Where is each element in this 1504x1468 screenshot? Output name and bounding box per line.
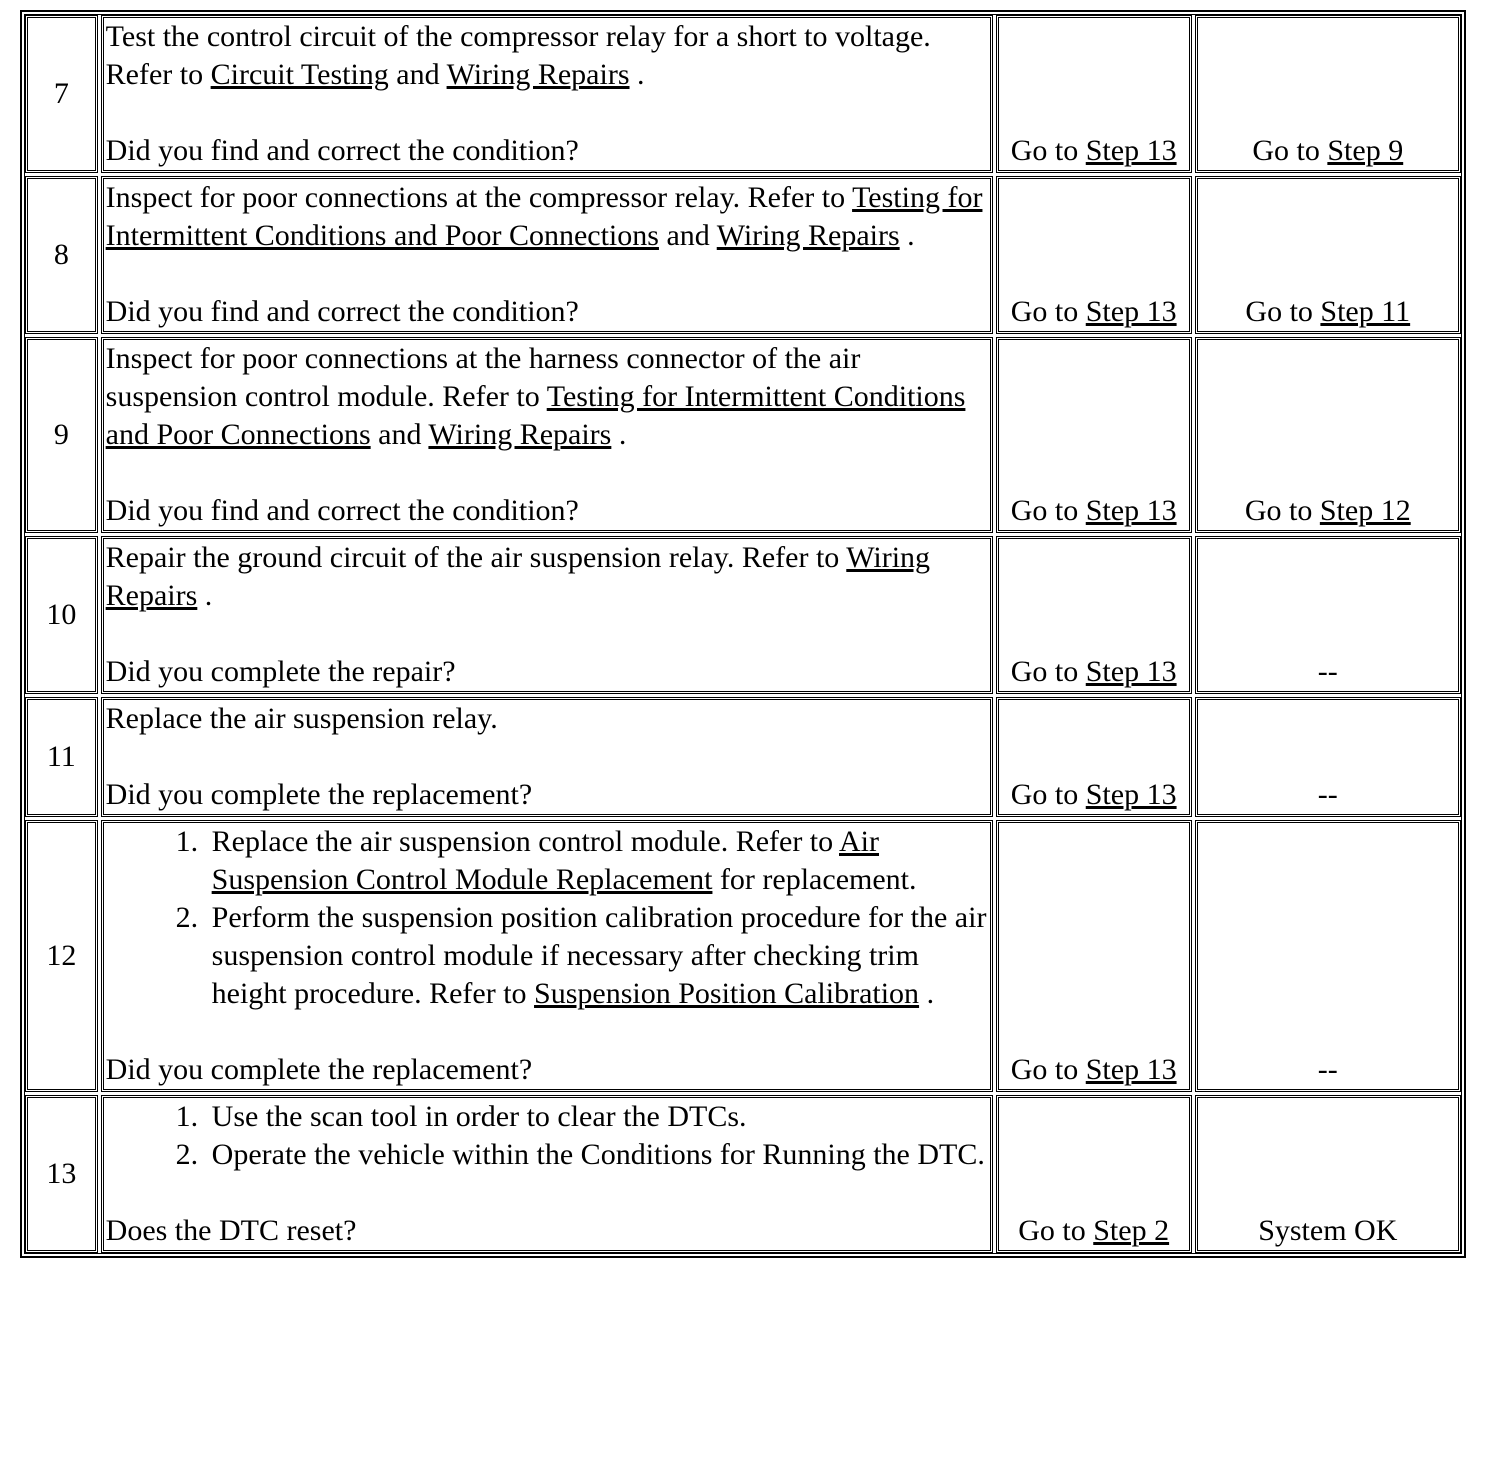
- yes-outcome: [996, 1095, 1192, 1253]
- step-number: 8: [25, 176, 98, 334]
- reference-link[interactable]: Circuit Testing: [210, 58, 389, 91]
- step-number: 10: [25, 536, 98, 694]
- outcome-text: --: [1317, 1053, 1338, 1086]
- no-outcome: [1195, 536, 1461, 694]
- no-outcome: [1195, 697, 1461, 817]
- goto-step-link[interactable]: Step 13: [1085, 295, 1177, 328]
- question-text: Did you complete the replacement?: [105, 778, 533, 811]
- reference-link[interactable]: Wiring Repairs: [716, 219, 900, 252]
- step-number: 12: [25, 820, 98, 1092]
- action-cell: [101, 697, 993, 817]
- step-row: [25, 536, 1461, 694]
- no-outcome: [1195, 337, 1461, 533]
- action-text: Test the control circuit of the compressor relay for a short to voltage. Refer to: [105, 20, 931, 91]
- yes-outcome: [996, 337, 1192, 533]
- action-list-item: [206, 1098, 988, 1136]
- reference-link[interactable]: Air Suspension Control Module Replacement: [211, 825, 879, 896]
- goto-step-link[interactable]: Step 9: [1327, 134, 1404, 167]
- action-text: and: [388, 58, 447, 91]
- no-outcome: [1195, 820, 1461, 1092]
- step-number: 9: [25, 337, 98, 533]
- spacer: [106, 454, 988, 492]
- yes-outcome: [996, 15, 1192, 173]
- spacer: [106, 255, 988, 293]
- action-cell: [101, 176, 993, 334]
- step-row: [25, 1095, 1461, 1253]
- goto-prefix: Go to: [1010, 295, 1086, 328]
- action-text: Operate the vehicle within the Conditions for Running the DTC.: [211, 1138, 985, 1171]
- action-paragraph: [106, 18, 988, 94]
- spacer: [106, 1174, 988, 1212]
- step-row: [25, 176, 1461, 334]
- goto-prefix: Go to: [1010, 655, 1086, 688]
- reference-link[interactable]: Suspension Position Calibration: [534, 977, 920, 1010]
- action-cell: [101, 820, 993, 1092]
- spacer: [106, 1013, 988, 1051]
- goto-prefix: Go to: [1018, 1214, 1094, 1247]
- action-cell: [101, 1095, 993, 1253]
- action-paragraph: [106, 340, 988, 454]
- action-text: .: [197, 579, 213, 612]
- goto-prefix: Go to: [1010, 1053, 1086, 1086]
- action-text: .: [899, 219, 915, 252]
- goto-step-link[interactable]: Step 13: [1085, 494, 1177, 527]
- action-text: Repair the ground circuit of the air suspension relay. Refer to: [105, 541, 847, 574]
- action-paragraph: [106, 539, 988, 615]
- action-list-item: [206, 1136, 988, 1174]
- action-paragraph: [106, 700, 988, 738]
- no-outcome: [1195, 15, 1461, 173]
- step-row: [25, 697, 1461, 817]
- goto-step-link[interactable]: Step 13: [1085, 655, 1177, 688]
- question-text: Does the DTC reset?: [105, 1214, 357, 1247]
- question-text: Did you complete the replacement?: [105, 1053, 533, 1086]
- goto-step-link[interactable]: Step 13: [1085, 134, 1177, 167]
- action-list: [106, 1098, 988, 1174]
- spacer: [106, 738, 988, 776]
- no-outcome: [1195, 1095, 1461, 1253]
- goto-prefix: Go to: [1010, 134, 1086, 167]
- table-body: [25, 15, 1461, 1253]
- goto-step-link[interactable]: Step 13: [1085, 778, 1177, 811]
- goto-prefix: Go to: [1010, 778, 1086, 811]
- reference-link[interactable]: Testing for Intermittent Conditions and Poor Connections: [105, 181, 983, 252]
- action-list-item: [206, 823, 988, 899]
- goto-step-link[interactable]: Step 12: [1319, 494, 1411, 527]
- action-cell: [101, 15, 993, 173]
- step-row: [25, 15, 1461, 173]
- question-text: Did you find and correct the condition?: [105, 494, 579, 527]
- no-outcome: [1195, 176, 1461, 334]
- spacer: [106, 615, 988, 653]
- reference-link[interactable]: Wiring Repairs: [446, 58, 630, 91]
- action-text: .: [629, 58, 645, 91]
- yes-outcome: [996, 820, 1192, 1092]
- goto-prefix: Go to: [1010, 494, 1086, 527]
- action-text: .: [919, 977, 935, 1010]
- step-number: 13: [25, 1095, 98, 1253]
- action-text: and: [658, 219, 717, 252]
- spacer: [106, 94, 988, 132]
- action-text: Use the scan tool in order to clear the DTCs.: [211, 1100, 747, 1133]
- question-text: Did you find and correct the condition?: [105, 134, 579, 167]
- step-row: [25, 820, 1461, 1092]
- goto-step-link[interactable]: Step 11: [1320, 295, 1411, 328]
- action-text: Replace the air suspension relay.: [105, 702, 498, 735]
- question-text: Did you complete the repair?: [105, 655, 456, 688]
- diagnostic-steps-table: [20, 10, 1466, 1258]
- reference-link[interactable]: Testing for Intermittent Conditions and Poor Connections: [105, 380, 966, 451]
- step-number: 11: [25, 697, 98, 817]
- outcome-text: --: [1317, 778, 1338, 811]
- goto-step-link[interactable]: Step 2: [1093, 1214, 1170, 1247]
- step-number: 7: [25, 15, 98, 173]
- action-cell: [101, 536, 993, 694]
- action-text: Inspect for poor connections at the harness connector of the air suspension control module. Refer to: [105, 342, 861, 413]
- reference-link[interactable]: Wiring Repairs: [428, 418, 612, 451]
- action-text: Perform the suspension position calibration procedure for the air suspension control module if necessary after checking trim height procedure. Refer to: [211, 901, 987, 1010]
- action-text: for replacement.: [712, 863, 917, 896]
- reference-link[interactable]: Wiring Repairs: [105, 541, 931, 612]
- goto-prefix: Go to: [1245, 295, 1321, 328]
- yes-outcome: [996, 176, 1192, 334]
- action-text: and: [370, 418, 429, 451]
- action-text: Inspect for poor connections at the compressor relay. Refer to: [105, 181, 853, 214]
- action-text: .: [611, 418, 627, 451]
- action-list-item: [206, 899, 988, 1013]
- yes-outcome: [996, 536, 1192, 694]
- outcome-text: --: [1317, 655, 1338, 688]
- question-text: Did you find and correct the condition?: [105, 295, 579, 328]
- action-cell: [101, 337, 993, 533]
- goto-prefix: Go to: [1244, 494, 1320, 527]
- action-paragraph: [106, 179, 988, 255]
- step-row: [25, 337, 1461, 533]
- outcome-text: System OK: [1258, 1214, 1398, 1247]
- action-list: [106, 823, 988, 1013]
- goto-step-link[interactable]: Step 13: [1085, 1053, 1177, 1086]
- goto-prefix: Go to: [1252, 134, 1328, 167]
- yes-outcome: [996, 697, 1192, 817]
- action-text: Replace the air suspension control module. Refer to: [211, 825, 839, 858]
